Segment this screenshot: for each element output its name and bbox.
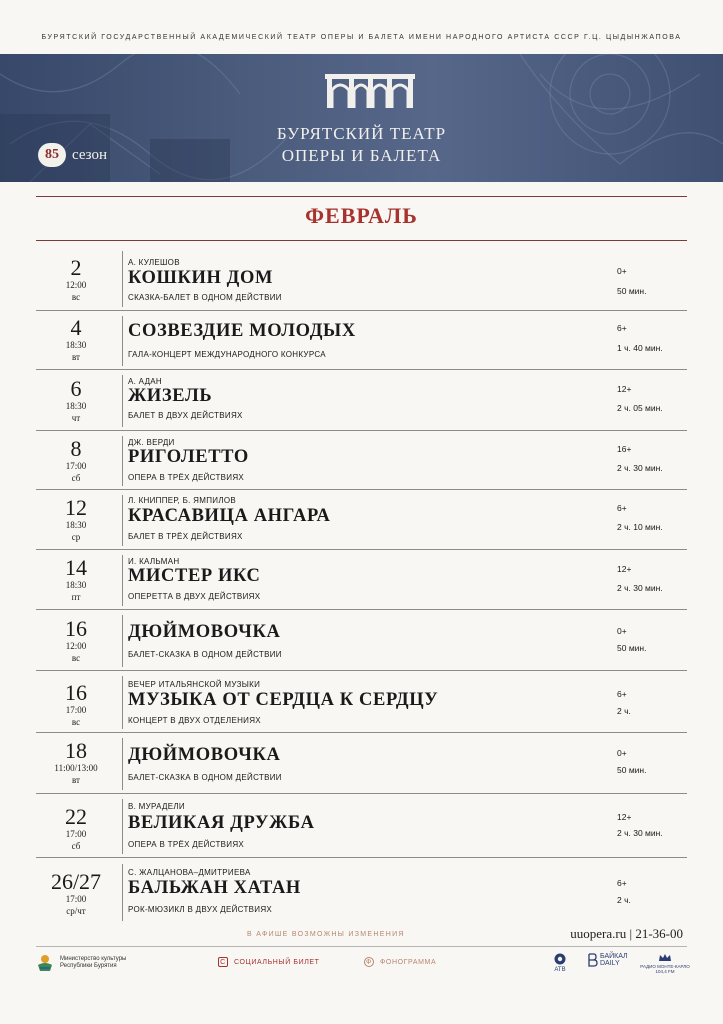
- event-duration: 50 мин.: [617, 286, 647, 296]
- social-ticket-label: [218, 957, 320, 967]
- sponsor-baikal-daily: [588, 953, 628, 967]
- crown-icon: [658, 953, 672, 962]
- event-title: БАЛЬЖАН ХАТАН: [128, 878, 301, 898]
- event-time: 18:30: [65, 401, 87, 411]
- row-separator: [122, 495, 123, 546]
- event-genre: БАЛЕТ В ДВУХ ДЕЙСТВИЯХ: [128, 411, 243, 420]
- event-row: [36, 671, 687, 733]
- event-date: 16: [65, 616, 87, 641]
- event-date: 18: [65, 738, 87, 763]
- event-duration: 2 ч. 10 мин.: [617, 522, 663, 532]
- baikal-logo-icon: [588, 953, 598, 967]
- event-title: РИГОЛЕТТО: [128, 447, 249, 467]
- row-separator: [122, 615, 123, 667]
- event-genre: РОК-МЮЗИКЛ В ДВУХ ДЕЙСТВИЯХ: [128, 905, 273, 914]
- event-age-rating: 12+: [617, 384, 632, 394]
- month-divider-bottom: [36, 240, 687, 241]
- event-title: СОЗВЕЗДИЕ МОЛОДЫХ: [128, 321, 356, 341]
- event-title: КРАСАВИЦА АНГАРА: [128, 506, 331, 526]
- sponsor-atv: [552, 953, 568, 973]
- event-time: 17:00: [65, 461, 87, 471]
- event-duration: 2 ч. 30 мин.: [617, 828, 663, 838]
- event-date-block: [36, 438, 116, 484]
- season-number: 85: [38, 143, 66, 167]
- event-duration: 2 ч. 30 мин.: [617, 463, 663, 473]
- event-author: Л. КНИППЕР, Б. ЯМПИЛОВ: [128, 496, 237, 505]
- event-time: 17:00: [65, 705, 87, 715]
- event-time: 18:30: [65, 580, 87, 590]
- event-row: [36, 370, 687, 431]
- event-row: [36, 431, 687, 490]
- event-author: ВЕЧЕР ИТАЛЬЯНСКОЙ МУЗЫКИ: [128, 680, 261, 689]
- event-duration: 50 мин.: [617, 643, 647, 653]
- event-time: 18:30: [65, 340, 87, 350]
- event-date-block: [36, 317, 116, 363]
- event-title: ВЕЛИКАЯ ДРУЖБА: [128, 813, 315, 833]
- event-age-rating: 6+: [617, 503, 627, 513]
- atv-logo-icon: [552, 953, 568, 965]
- event-age-rating: 0+: [617, 266, 627, 276]
- event-author: И. КАЛЬМАН: [128, 557, 180, 566]
- event-date-block: [36, 618, 116, 664]
- event-duration: 2 ч.: [617, 895, 631, 905]
- event-title: МИСТЕР ИКС: [128, 566, 261, 586]
- sponsor-atv-name: АТВ: [554, 967, 566, 973]
- theatre-logo: [325, 74, 415, 110]
- event-genre: КОНЦЕРТ В ДВУХ ОТДЕЛЕНИЯХ: [128, 716, 261, 725]
- event-author: С. ЖАЛЦАНОВА–ДМИТРИЕВА: [128, 868, 251, 877]
- event-genre: БАЛЕТ В ТРЁХ ДЕЙСТВИЯХ: [128, 532, 243, 541]
- event-time: 17:00: [65, 829, 87, 839]
- event-date: 2: [70, 255, 82, 280]
- event-age-rating: 0+: [617, 626, 627, 636]
- row-separator: [122, 316, 123, 366]
- event-duration: 2 ч. 30 мин.: [617, 583, 663, 593]
- header-banner: [0, 54, 723, 182]
- event-genre: ОПЕРА В ТРЁХ ДЕЙСТВИЯХ: [128, 840, 245, 849]
- event-title: ЖИЗЕЛЬ: [128, 386, 213, 406]
- month-title: ФЕВРАЛЬ: [305, 203, 418, 228]
- event-genre: ГАЛА-КОНЦЕРТ МЕЖДУНАРОДНОГО КОНКУРСА: [128, 350, 326, 359]
- contact-info[interactable]: uuopera.ru | 21-36-00: [570, 926, 683, 941]
- event-weekday: ср/чт: [66, 906, 86, 916]
- event-weekday: вс: [71, 717, 81, 727]
- event-author: А. АДАН: [128, 377, 163, 386]
- event-time: 17:00: [65, 894, 87, 904]
- event-weekday: вт: [72, 775, 80, 785]
- social-ticket-text: СОЦИАЛЬНЫЙ БИЛЕТ: [234, 958, 320, 966]
- banner-title-line1: БУРЯТСКИЙ ТЕАТР: [276, 124, 447, 143]
- event-weekday: вс: [71, 653, 81, 663]
- event-date: 14: [65, 555, 87, 580]
- sponsor-radio-line2: 104,4 FM: [655, 969, 675, 974]
- event-date: 8: [70, 436, 82, 461]
- changes-notice: В АФИШЕ ВОЗМОЖНЫ ИЗМЕНЕНИЯ: [247, 931, 405, 938]
- event-weekday: ср: [71, 532, 81, 542]
- event-author: А. КУЛЕШОВ: [128, 258, 180, 267]
- ministry-logo: [36, 953, 126, 973]
- event-row: [36, 733, 687, 794]
- event-time: 18:30: [65, 520, 87, 530]
- season-badge: [38, 143, 107, 167]
- event-weekday: сб: [71, 841, 81, 851]
- event-time: 12:00: [65, 280, 87, 290]
- event-genre: БАЛЕТ-СКАЗКА В ОДНОМ ДЕЙСТВИИ: [128, 773, 282, 782]
- event-row: [36, 794, 687, 858]
- theatre-full-name: БУРЯТСКИЙ ГОСУДАРСТВЕННЫЙ АКАДЕМИЧЕСКИЙ ТЕАТР ОПЕРЫ И БАЛЕТА ИМЕНИ НАРОДНОГО АРТИСТА СССР Г.Ц. ЦЫДЫНЖАПОВА: [41, 34, 682, 41]
- event-weekday: сб: [71, 473, 81, 483]
- event-age-rating: 6+: [617, 689, 627, 699]
- ministry-line2: Республики Бурятия: [60, 963, 117, 969]
- event-title: КОШКИН ДОМ: [128, 268, 274, 288]
- event-title: ДЮЙМОВОЧКА: [128, 745, 281, 765]
- event-author: В. МУРАДЕЛИ: [128, 802, 185, 811]
- event-date-block: [36, 740, 116, 786]
- event-age-rating: 12+: [617, 564, 632, 574]
- event-duration: 2 ч. 05 мин.: [617, 403, 663, 413]
- event-date: 6: [70, 376, 82, 401]
- event-age-rating: 0+: [617, 748, 627, 758]
- event-author: ДЖ. ВЕРДИ: [128, 438, 175, 447]
- row-separator: [122, 864, 123, 921]
- phonogram-label: [364, 957, 436, 967]
- event-weekday: вт: [72, 352, 80, 362]
- event-date-block: [36, 806, 116, 852]
- event-age-rating: 12+: [617, 812, 632, 822]
- event-date: 26/27: [50, 869, 102, 894]
- event-weekday: чт: [71, 413, 81, 423]
- event-age-rating: 6+: [617, 323, 627, 333]
- row-separator: [122, 375, 123, 427]
- sponsor-radio-monte-carlo: [640, 953, 690, 974]
- event-date-block: [36, 378, 116, 424]
- row-separator: [122, 738, 123, 790]
- emblem-icon: [36, 953, 54, 973]
- phonogram-text: ФОНОГРАММА: [380, 958, 437, 966]
- event-date: 22: [65, 804, 87, 829]
- footer-divider: [36, 946, 687, 947]
- row-separator: [122, 251, 123, 307]
- event-time: 12:00: [65, 641, 87, 651]
- row-separator: [122, 676, 123, 729]
- row-separator: [122, 555, 123, 606]
- event-duration: 2 ч.: [617, 706, 631, 716]
- event-row: [36, 858, 687, 923]
- sponsor-baikal-line2: DAILY: [600, 960, 620, 967]
- event-genre: СКАЗКА-БАЛЕТ В ОДНОМ ДЕЙСТВИИ: [128, 293, 282, 302]
- event-duration: 1 ч. 40 мин.: [617, 343, 663, 353]
- sponsor-radio-line1: РАДИО МОНТЕ-КАРЛО: [640, 964, 690, 969]
- event-date: 4: [70, 315, 82, 340]
- event-title: МУЗЫКА ОТ СЕРДЦА К СЕРДЦУ: [128, 690, 439, 710]
- banner-title-line2: ОПЕРЫ И БАЛЕТА: [281, 146, 442, 165]
- event-weekday: пт: [71, 592, 81, 602]
- event-title: ДЮЙМОВОЧКА: [128, 622, 281, 642]
- event-date: 12: [65, 495, 87, 520]
- event-row: [36, 311, 687, 370]
- event-row: [36, 610, 687, 671]
- sponsor-baikal-line1: БАЙКАЛ: [600, 953, 628, 960]
- event-date-block: [36, 557, 116, 603]
- event-time: 11:00/13:00: [54, 763, 98, 773]
- event-date: 16: [65, 680, 87, 705]
- event-genre: ОПЕРЕТТА В ДВУХ ДЕЙСТВИЯХ: [128, 592, 261, 601]
- month-divider-top: [36, 196, 687, 197]
- event-row: [36, 243, 687, 311]
- event-duration: 50 мин.: [617, 765, 647, 775]
- event-age-rating: 16+: [617, 444, 632, 454]
- ministry-line1: Министерство культуры: [60, 956, 127, 962]
- event-date-block: [36, 871, 116, 917]
- social-ticket-icon: С: [218, 957, 228, 967]
- event-row: [36, 550, 687, 610]
- season-label: сезон: [72, 146, 108, 163]
- event-date-block: [36, 257, 116, 303]
- event-genre: БАЛЕТ-СКАЗКА В ОДНОМ ДЕЙСТВИИ: [128, 650, 282, 659]
- event-date-block: [36, 497, 116, 543]
- row-separator: [122, 436, 123, 486]
- event-row: [36, 490, 687, 550]
- event-age-rating: 6+: [617, 878, 627, 888]
- event-genre: ОПЕРА В ТРЁХ ДЕЙСТВИЯХ: [128, 473, 245, 482]
- event-date-block: [36, 682, 116, 728]
- event-weekday: вс: [71, 292, 81, 302]
- row-separator: [122, 799, 123, 854]
- phonogram-icon: Ф: [364, 957, 374, 967]
